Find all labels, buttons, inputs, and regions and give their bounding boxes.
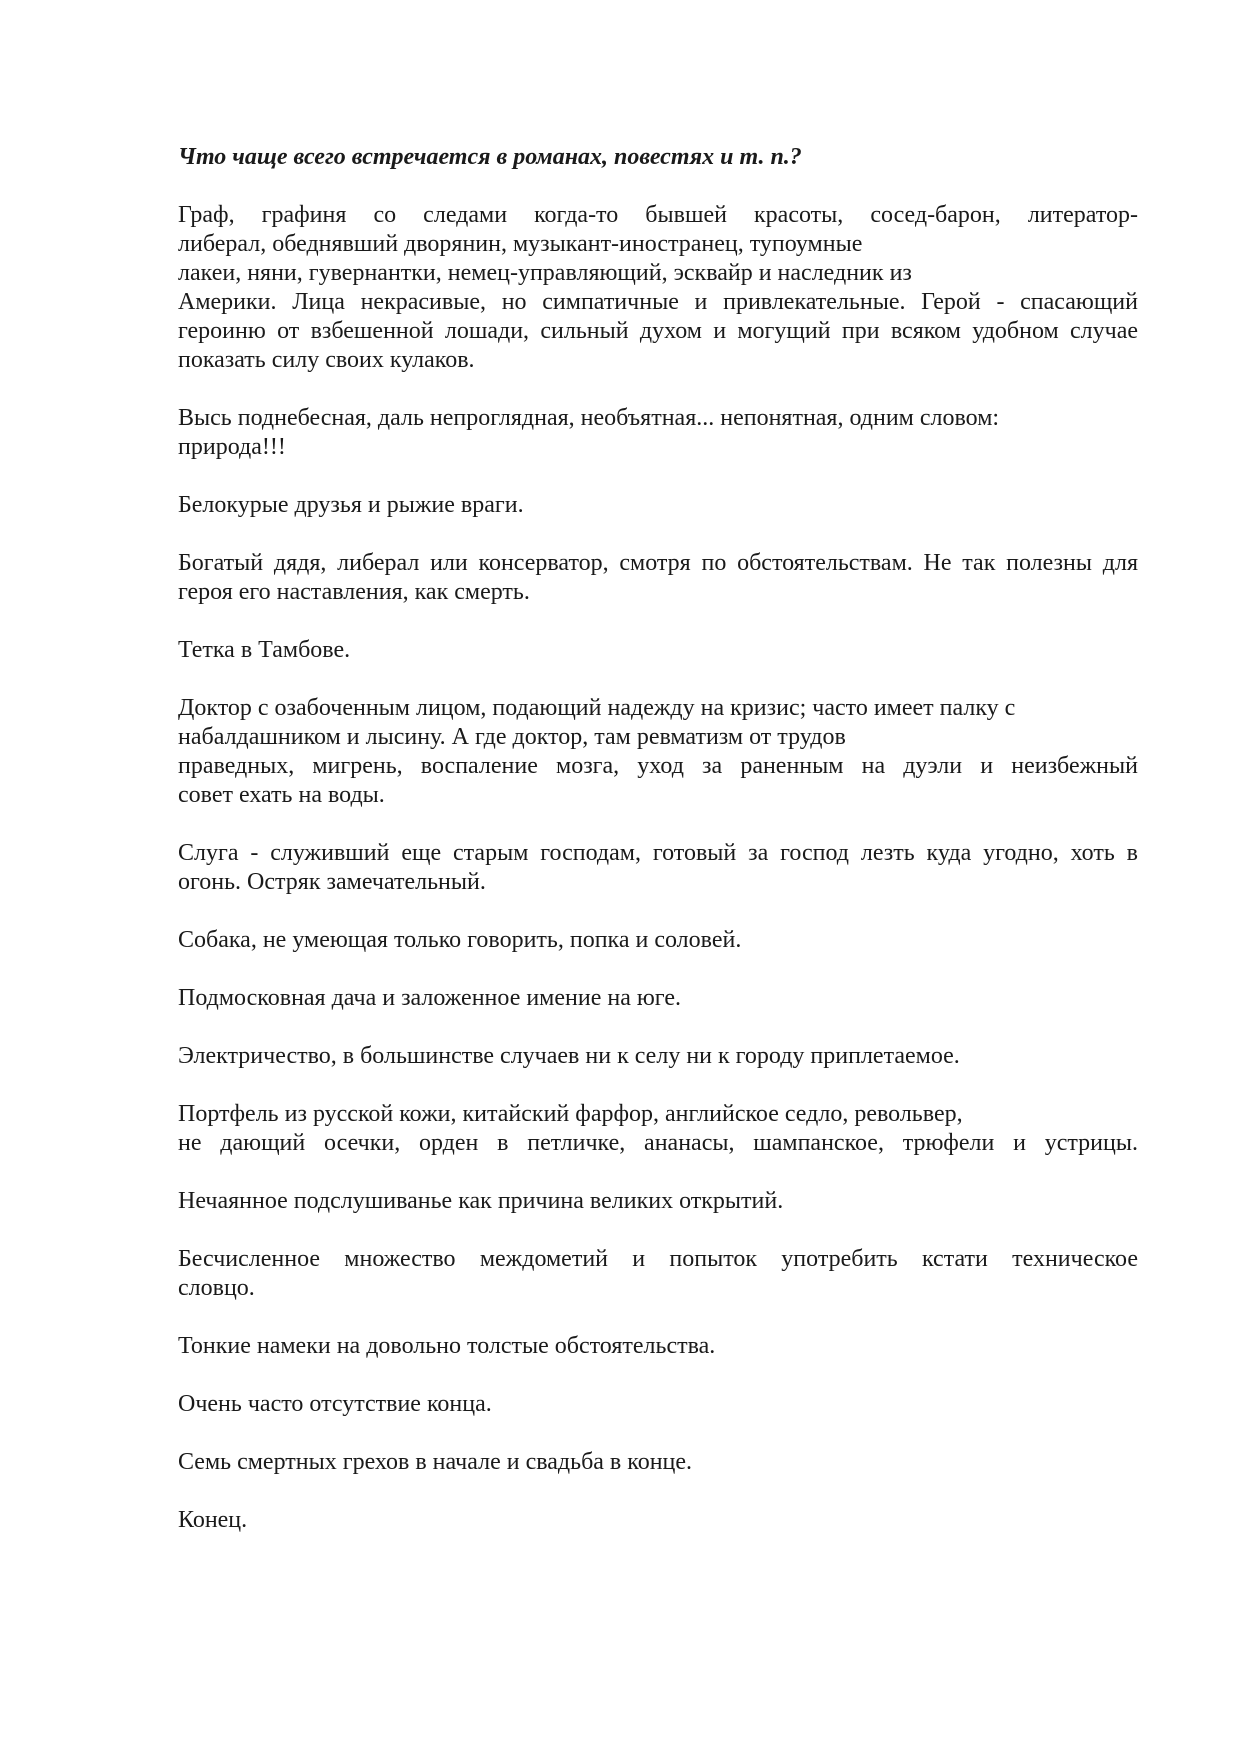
paragraph: [178, 404, 1138, 462]
paragraph-line: Портфель из русской кожи, китайский фарфор, английское седло, револьвер,: [178, 1101, 963, 1127]
paragraph-line: не дающий осечки, орден в петличке, ананасы, шампанское, трюфели и устрицы.: [178, 1130, 1138, 1156]
paragraph-line: Граф, графиня со следами когда-то бывшей красоты, сосед-барон, литератор-: [178, 202, 1138, 228]
paragraph-line: Семь смертных грехов в начале и свадьба в конце.: [178, 1449, 693, 1475]
paragraph: [178, 549, 1138, 607]
paragraph-line: Конец.: [178, 1507, 248, 1533]
paragraph-line: лакеи, няни, гувернантки, немец-управляющий, эсквайр и наследник из: [178, 260, 912, 286]
paragraph-line: совет ехать на воды.: [178, 782, 385, 808]
paragraph-line: Очень часто отсутствие конца.: [178, 1391, 492, 1417]
paragraph: [178, 1448, 1138, 1477]
paragraph-line: Электричество, в большинстве случаев ни к селу ни к городу приплетаемое.: [178, 1043, 960, 1069]
paragraph-line: Бесчисленное множество междометий и попыток употребить кстати техническое: [178, 1246, 1138, 1272]
paragraph-line: набалдашником и лысину. А где доктор, там ревматизм от трудов: [178, 724, 846, 750]
paragraph-line: показать силу своих кулаков.: [178, 347, 475, 373]
paragraph-line: Тетка в Тамбове.: [178, 637, 351, 663]
paragraph-line: героиню от взбешенной лошади, сильный духом и могущий при всяком удобном случае: [178, 318, 1138, 344]
paragraph-line: Подмосковная дача и заложенное имение на юге.: [178, 985, 681, 1011]
paragraph-line: Доктор с озабоченным лицом, подающий надежду на кризис; часто имеет палку с: [178, 695, 1016, 721]
paragraph-line: Тонкие намеки на довольно толстые обстоятельства.: [178, 1333, 716, 1359]
paragraph: [178, 1187, 1138, 1216]
paragraph-line: Белокурые друзья и рыжие враги.: [178, 492, 524, 518]
paragraph: [178, 694, 1138, 810]
paragraph: [178, 984, 1138, 1013]
paragraph: [178, 201, 1138, 375]
paragraph-line: Слуга - служивший еще старым господам, готовый за господ лезть куда угодно, хоть в: [178, 840, 1138, 866]
paragraph: [178, 1042, 1138, 1071]
document-title: Что чаще всего встречается в романах, повестях и т. п.?: [178, 144, 802, 170]
paragraph-line: словцо.: [178, 1275, 255, 1301]
paragraph: [178, 1332, 1138, 1361]
paragraph: [178, 1390, 1138, 1419]
paragraph: [178, 1245, 1138, 1303]
paragraph-line: Богатый дядя, либерал или консерватор, смотря по обстоятельствам. Не так полезны для: [178, 550, 1138, 576]
paragraph-line: Собака, не умеющая только говорить, попка и соловей.: [178, 927, 742, 953]
paragraph: [178, 1506, 1138, 1535]
paragraph-line: героя его наставления, как смерть.: [178, 579, 530, 605]
paragraph: [178, 1100, 1138, 1158]
paragraph-line: Нечаянное подслушиванье как причина великих открытий.: [178, 1188, 784, 1214]
paragraph-line: Америки. Лица некрасивые, но симпатичные и привлекательные. Герой - спасающий: [178, 289, 1138, 315]
paragraph-list: [178, 201, 1138, 1535]
paragraph-line: Высь поднебесная, даль непроглядная, необъятная... непонятная, одним словом:: [178, 405, 1000, 431]
paragraph-line: либерал, обеднявший дворянин, музыкант-иностранец, тупоумные: [178, 231, 863, 257]
paragraph-line: огонь. Остряк замечательный.: [178, 869, 486, 895]
paragraph: [178, 839, 1138, 897]
paragraph: [178, 926, 1138, 955]
paragraph: [178, 636, 1138, 665]
paragraph-line: природа!!!: [178, 434, 286, 460]
paragraph: [178, 491, 1138, 520]
document-body: [178, 143, 1138, 1564]
paragraph-line: праведных, мигрень, воспаление мозга, уход за раненным на дуэли и неизбежный: [178, 753, 1138, 779]
